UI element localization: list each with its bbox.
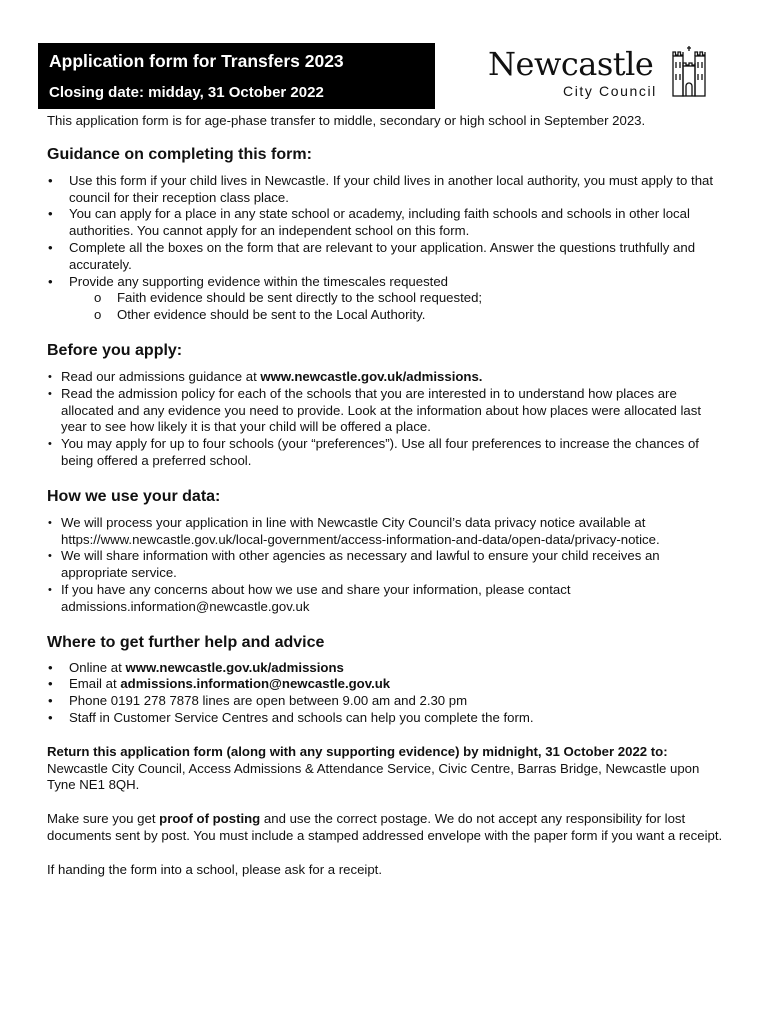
list-item: • You can apply for a place in any state school or academy, including faith schools and schools in other local authorities. You cannot apply for an independent school on this form. [47, 206, 727, 240]
list-item: o Other evidence should be sent to the Local Authority. [47, 307, 727, 324]
email-link[interactable]: admissions.information@newcastle.gov.uk [120, 676, 391, 692]
document-body [47, 113, 727, 879]
receipt-note: If handing the form into a school, please ask for a receipt. [47, 861, 383, 877]
logo-subtitle: City Council [563, 83, 657, 99]
list-item: • We will share information with other agencies as necessary and lawful to ensure your child receives an appropriate service. [47, 548, 727, 582]
list-item: • We will process your application in line with Newcastle City Council’s data privacy notice available at https://www.newcastle.gov.uk/local-government/access-information-and-data/open-data/privacy-notice. [47, 515, 727, 549]
admissions-link[interactable]: www.newcastle.gov.uk/admissions. [260, 368, 483, 384]
email-label: Email at [69, 676, 121, 692]
council-logo [488, 44, 708, 102]
list-item: o Faith evidence should be sent directly to the school requested; [47, 290, 727, 307]
intro-text: This application form is for age-phase transfer to middle, secondary or high school in September 2023. [47, 113, 646, 128]
evidence-sublist [47, 290, 727, 324]
website-link[interactable]: www.newcastle.gov.uk/admissions [125, 659, 344, 675]
proof-of-posting: proof of posting [159, 811, 261, 827]
return-deadline: Return this application form (along with any supporting evidence) by midnight, 31 October 2022 to: [47, 743, 668, 759]
help-list [47, 660, 727, 727]
list-item: • Use this form if your child lives in Newcastle. If your child lives in another local authority, you must apply to that council for their reception class place. [47, 173, 727, 207]
list-item [47, 660, 727, 677]
list-item: • Complete all the boxes on the form that are relevant to your application. Answer the questions truthfully and accurately. [47, 240, 727, 274]
list-item: • If you have any concerns about how we use and share your information, please contact admissions.information@newcastle.gov.uk [47, 582, 727, 616]
online-label: Online at [69, 659, 126, 675]
list-item: • Phone 0191 278 7878 lines are open between 9.00 am and 2.30 pm [47, 693, 727, 710]
guidance-heading: Guidance on completing this form: [47, 145, 312, 163]
closing-date: Closing date: midday, 31 October 2022 [49, 84, 324, 101]
guidance-list [47, 173, 727, 291]
logo-wordmark: Newcastle [488, 45, 654, 83]
posting-prefix: Make sure you get [47, 811, 160, 827]
list-item: • You may apply for up to four schools (your “preferences”). Use all four preferences to increase the chances of being offered a preferred school. [47, 436, 727, 470]
before-list [47, 369, 727, 470]
data-list [47, 515, 727, 616]
return-address: Newcastle City Council, Access Admissions & Attendance Service, Civic Centre, Barras Bridge, Newcastle upon Tyne NE1 8QH. [47, 760, 700, 793]
list-item [47, 369, 727, 386]
list-item [47, 676, 727, 693]
list-item: • Provide any supporting evidence within the timescales requested [47, 274, 727, 291]
posting-suffix: and use the correct postage. We do not accept any responsibility for lost documents sent by post. You must include a stamped addressed envelope with the paper form if you want a receipt. [47, 811, 723, 843]
guidance-text: Read our admissions guidance at [61, 368, 261, 384]
posting-instructions [47, 811, 727, 845]
list-item: • Read the admission policy for each of the schools that you are interested in to understand how places are allocated and any evidence you need to provide. Look at the information about how places were allocated last year to see how likely it is that your child will be offered a place. [47, 386, 727, 436]
title-banner [38, 43, 435, 109]
data-heading: How we use your data: [47, 487, 221, 505]
return-instructions [47, 744, 727, 794]
castle-icon [670, 44, 708, 98]
form-title: Application form for Transfers 2023 [49, 51, 344, 71]
before-heading: Before you apply: [47, 341, 183, 359]
list-item: • Staff in Customer Service Centres and schools can help you complete the form. [47, 710, 727, 727]
help-heading: Where to get further help and advice [47, 633, 325, 651]
